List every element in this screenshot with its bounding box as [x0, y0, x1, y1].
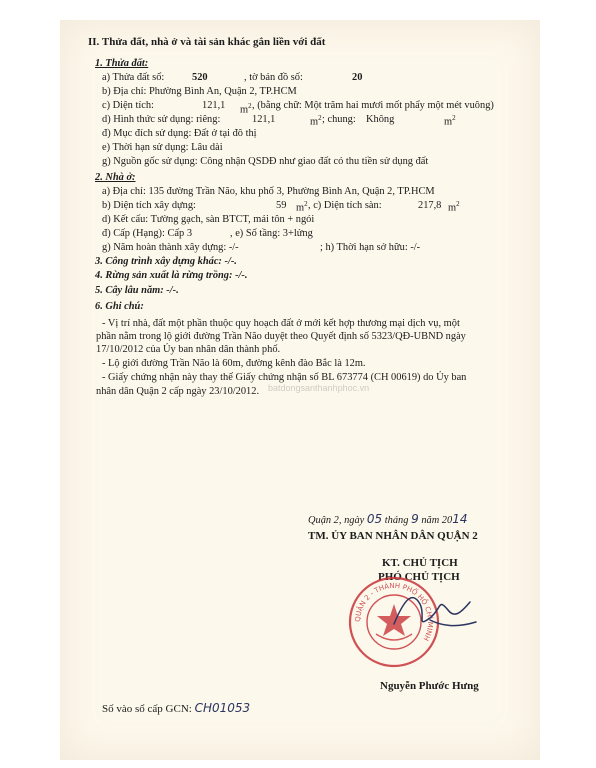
usage-form-label: d) Hình thức sử dụng: riêng:: [102, 114, 221, 125]
map-sheet-label: , tờ bản đồ số:: [244, 72, 303, 83]
parcel-number-value: 520: [192, 72, 208, 83]
note-line: nhân dân Quận 2 cấp ngày 23/10/2012.: [96, 386, 260, 397]
note-line: - Giấy chứng nhận này thay thế Giấy chứng nhận số BL 673774 (CH 00619) do Ủy ban: [102, 372, 467, 383]
floor-area-unit: $m^2$: [448, 200, 460, 214]
signature-stroke: [394, 598, 476, 626]
construction-area-unit-text: m: [296, 202, 305, 214]
issue-date: [308, 513, 467, 527]
watermark: batdongsanthanhphoc.vn: [268, 383, 370, 393]
date-year-suffix: 14: [452, 512, 468, 526]
section-title: II. Thửa đất, nhà ở và tài sản khác gắn liền với đất: [88, 36, 326, 48]
usage-origin: g) Nguồn gốc sử dụng: Công nhận QSDĐ như giao đất có thu tiền sử dụng đất: [102, 156, 429, 167]
notes-heading: 6. Ghi chú:: [95, 301, 144, 312]
usage-private-unit-text: m: [310, 116, 319, 128]
floor-area-value: 217,8: [418, 200, 442, 211]
date-prefix: Quận 2, ngày: [308, 515, 365, 526]
parcel-address: b) Địa chỉ: Phường Bình An, Quận 2, TP.HCM: [102, 86, 297, 97]
house-grade: đ) Cấp (Hạng): Cấp 3: [102, 228, 193, 239]
parcel-number-label: a) Thửa đất số:: [102, 72, 165, 83]
area-unit: $m^2$: [240, 102, 252, 116]
other-construction: 3. Công trình xây dựng khác: -/-.: [95, 256, 237, 267]
usage-private-value: 121,1: [252, 114, 276, 125]
planted-forest: 4. Rừng sản xuất là rừng trồng: -/-.: [95, 270, 248, 281]
map-sheet-value: 20: [352, 72, 363, 83]
house-structure: d) Kết cấu: Tường gạch, sàn BTCT, mái tôn + ngói: [102, 214, 315, 225]
usage-common-value: Không: [366, 114, 395, 125]
ownership-term: ; h) Thời hạn sở hữu: -/-: [320, 242, 421, 253]
signer-role-1: KT. CHỦ TỊCH: [382, 557, 458, 569]
stamp-ring-textpath: QUẬN 2 - THÀNH PHỐ HỒ CHÍ MINH: [353, 581, 435, 643]
land-parcel-heading: 1. Thửa đất:: [95, 58, 149, 69]
registry-value: CH01053: [194, 701, 251, 715]
usage-common-unit-text: m: [444, 116, 453, 128]
usage-term: e) Thời hạn sử dụng: Lâu dài: [102, 142, 223, 153]
usage-common-label: ; chung:: [322, 114, 356, 125]
note-line: - Vị trí nhà, đất một phần thuộc quy hoạch đất ở mới kết hợp thương mại dịch vụ, một: [102, 318, 460, 329]
construction-area-unit: $m^2$: [296, 200, 308, 214]
usage-private-unit: $m^2$: [310, 114, 322, 128]
date-day: 05: [366, 512, 383, 526]
area-unit-text: m: [240, 104, 249, 116]
construction-area-value: 59: [276, 200, 287, 211]
house-address: a) Địa chỉ: 135 đường Trần Não, khu phố 3, Phường Bình An, Quận 2, TP.HCM: [102, 186, 435, 197]
registry-line: [102, 702, 250, 715]
signer-name: Nguyễn Phước Hưng: [380, 680, 479, 692]
usage-common-unit: $m^2$: [444, 114, 456, 128]
area-in-words: , (bằng chữ: Một trăm hai mươi mốt phẩy một mét vuông): [252, 100, 494, 111]
construction-area-label: b) Diện tích xây dựng:: [102, 200, 196, 211]
date-month: 9: [411, 512, 419, 526]
date-year-label: năm 20: [421, 515, 453, 526]
area-value: 121,1: [202, 100, 226, 111]
perennial-trees: 5. Cây lâu năm: -/-.: [95, 285, 179, 296]
completion-year: g) Năm hoàn thành xây dựng: -/-: [102, 242, 239, 253]
date-month-label: tháng: [384, 515, 409, 526]
house-heading: 2. Nhà ở:: [95, 172, 136, 183]
house-floors: , e) Số tầng: 3+lửng: [230, 228, 313, 239]
area-label: c) Diện tích:: [102, 100, 154, 111]
usage-purpose: đ) Mục đích sử dụng: Đất ở tại đô thị: [102, 128, 257, 139]
handwritten-signature: [390, 580, 480, 640]
note-line: 17/10/2012 của Ủy ban nhân dân thành phố.: [96, 344, 281, 355]
registry-label: Số vào sổ cấp GCN:: [102, 703, 192, 715]
issuing-authority: TM. ỦY BAN NHÂN DÂN QUẬN 2: [308, 530, 478, 542]
floor-area-unit-text: m: [448, 202, 457, 214]
signer-role-2: PHÓ CHỦ TỊCH: [378, 571, 460, 583]
note-line: phần nằm trong lộ giới đường Trần Não duyệt theo Quyết định số 5323/QĐ-UBND ngày: [96, 331, 466, 342]
floor-area-label: , c) Diện tích sàn:: [308, 200, 382, 211]
note-line: - Lộ giới đường Trần Não là 60m, đường kênh đào Bắc là 12m.: [102, 358, 366, 369]
